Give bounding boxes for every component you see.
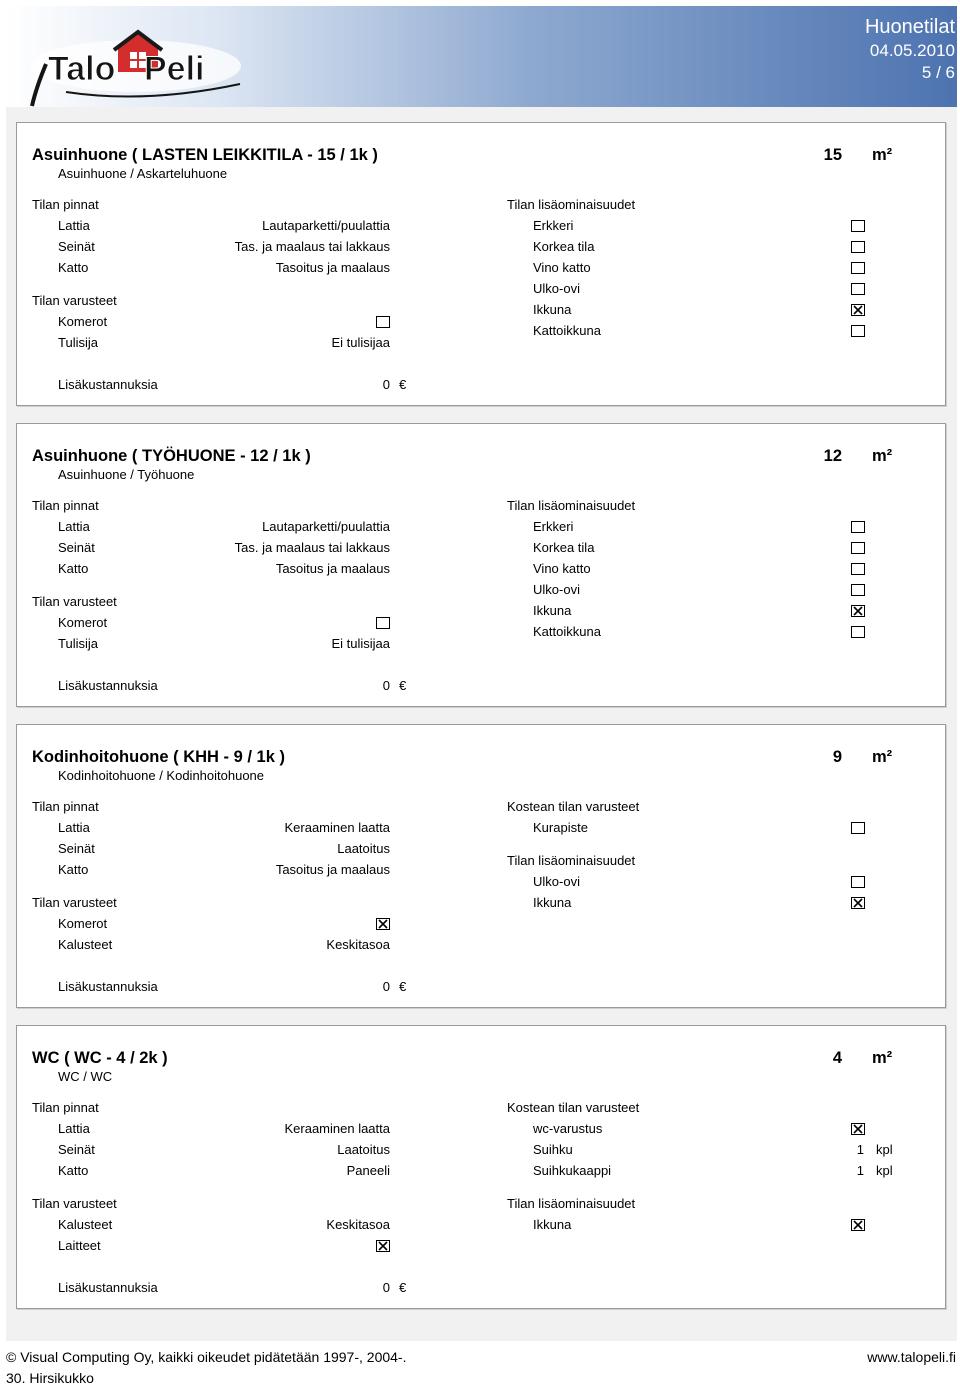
report-header — [6, 6, 957, 107]
surface-label: Lattia — [58, 820, 90, 835]
checked-box — [851, 304, 865, 316]
section-heading-fixtures: Tilan varusteet — [32, 594, 117, 609]
unchecked-box — [376, 316, 390, 328]
section-heading-fixtures: Tilan varusteet — [32, 1196, 117, 1211]
euro-symbol: € — [399, 979, 407, 994]
room-card — [16, 122, 946, 406]
room-area: 9 — [832, 748, 842, 766]
wet-fixture-label: Kurapiste — [533, 820, 588, 835]
unchecked-box — [851, 542, 865, 554]
feature-label: Ulko-ovi — [533, 874, 580, 889]
checked-box — [851, 1219, 865, 1231]
room-title: Asuinhuone ( TYÖHUONE - 12 / 1k ) — [32, 447, 311, 465]
surface-label: Seinät — [58, 540, 95, 555]
fixture-label: Komerot — [58, 916, 108, 931]
feature-label: Kattoikkuna — [533, 323, 601, 338]
section-heading-fixtures: Tilan varusteet — [32, 895, 117, 910]
fixture-label: Tulisija — [58, 335, 98, 350]
room-area: 15 — [823, 146, 842, 164]
extra-costs-value: 0 — [382, 678, 390, 693]
unchecked-box — [851, 220, 865, 232]
surface-label: Katto — [58, 862, 89, 877]
extra-costs-label: Lisäkustannuksia — [58, 979, 158, 994]
fixture-label: Komerot — [58, 615, 108, 630]
page-number: 5 / 6 — [921, 63, 955, 82]
room-subtitle: Kodinhoitohuone / Kodinhoitohuone — [58, 768, 265, 783]
fixture-label: Komerot — [58, 314, 108, 329]
fixture-label: Laitteet — [58, 1238, 101, 1253]
surface-value: Tasoitus ja maalaus — [275, 862, 390, 877]
unchecked-box — [851, 822, 865, 834]
document-title: Huonetilat — [864, 16, 955, 38]
fixture-label: Tulisija — [58, 636, 98, 651]
unchecked-box — [851, 584, 865, 596]
section-heading-surfaces: Tilan pinnat — [32, 498, 99, 513]
feature-label: Ikkuna — [533, 603, 572, 618]
surface-label: Katto — [58, 260, 89, 275]
surface-label: Lattia — [58, 218, 90, 233]
fixture-value: Ei tulisijaa — [331, 335, 390, 350]
wet-fixture-label: Suihku — [533, 1142, 573, 1157]
unchecked-box — [851, 241, 865, 253]
wet-fixture-count: 1 — [856, 1142, 864, 1157]
room-subtitle: Asuinhuone / Askarteluhuone — [58, 166, 228, 181]
area-unit: m² — [872, 447, 893, 465]
svg-text:Peli: Peli — [144, 50, 205, 88]
room-area: 12 — [823, 447, 842, 465]
count-unit: kpl — [876, 1163, 893, 1178]
room-card — [16, 724, 946, 1008]
area-unit: m² — [872, 1049, 893, 1067]
room-title: Kodinhoitohuone ( KHH - 9 / 1k ) — [32, 748, 285, 766]
feature-label: Ulko-ovi — [533, 582, 580, 597]
checked-box — [851, 605, 865, 617]
checked-box — [851, 897, 865, 909]
section-heading-features: Tilan lisäominaisuudet — [507, 498, 636, 513]
unchecked-box — [851, 283, 865, 295]
wet-fixture-label: Suihkukaappi — [533, 1163, 612, 1178]
feature-label: Ikkuna — [533, 895, 572, 910]
unchecked-box — [851, 521, 865, 533]
surface-value: Tas. ja maalaus tai lakkaus — [234, 239, 390, 254]
section-heading-fixtures: Tilan varusteet — [32, 293, 117, 308]
section-heading-wet-room: Kostean tilan varusteet — [507, 799, 640, 814]
copyright-text: © Visual Computing Oy, kaikki oikeudet pidätetään 1997-, 2004-. — [6, 1349, 407, 1365]
svg-text:Talo: Talo — [48, 50, 116, 88]
house-model-name: 30. Hirsikukko — [6, 1370, 94, 1386]
surface-value: Tas. ja maalaus tai lakkaus — [234, 540, 390, 555]
unchecked-box — [376, 617, 390, 629]
surface-value: Laatoitus — [337, 841, 390, 856]
surface-label: Katto — [58, 561, 89, 576]
wet-fixture-label: wc-varustus — [533, 1121, 603, 1136]
unchecked-box — [851, 876, 865, 888]
unchecked-box — [851, 325, 865, 337]
extra-costs-value: 0 — [382, 1280, 390, 1295]
room-area: 4 — [832, 1049, 842, 1067]
surface-value: Tasoitus ja maalaus — [275, 561, 390, 576]
surface-value: Keraaminen laatta — [284, 820, 390, 835]
euro-symbol: € — [399, 678, 407, 693]
fixture-value: Ei tulisijaa — [331, 636, 390, 651]
talopeli-logo — [26, 28, 256, 108]
room-card — [16, 423, 946, 707]
section-heading-features: Tilan lisäominaisuudet — [507, 197, 636, 212]
feature-label: Erkkeri — [533, 519, 574, 534]
fixture-label: Kalusteet — [58, 1217, 113, 1232]
section-heading-features: Tilan lisäominaisuudet — [507, 1196, 636, 1211]
room-title: WC ( WC - 4 / 2k ) — [32, 1049, 168, 1067]
surface-value: Lautaparketti/puulattia — [262, 218, 390, 233]
unchecked-box — [851, 262, 865, 274]
section-heading-features: Tilan lisäominaisuudet — [507, 853, 636, 868]
content-area — [6, 107, 957, 1341]
surface-value: Paneeli — [346, 1163, 390, 1178]
feature-label: Ikkuna — [533, 302, 572, 317]
checked-box — [376, 1240, 390, 1252]
surface-label: Seinät — [58, 239, 95, 254]
website-link[interactable]: www.talopeli.fi — [867, 1349, 956, 1365]
extra-costs-label: Lisäkustannuksia — [58, 377, 158, 392]
feature-label: Korkea tila — [533, 540, 595, 555]
room-subtitle: Asuinhuone / Työhuone — [58, 467, 195, 482]
wet-fixture-count: 1 — [856, 1163, 864, 1178]
fixture-label: Kalusteet — [58, 937, 113, 952]
section-heading-surfaces: Tilan pinnat — [32, 197, 99, 212]
fixture-value: Keskitasoa — [326, 937, 390, 952]
surface-value: Keraaminen laatta — [284, 1121, 390, 1136]
extra-costs-value: 0 — [382, 979, 390, 994]
surface-label: Katto — [58, 1163, 89, 1178]
extra-costs-label: Lisäkustannuksia — [58, 678, 158, 693]
feature-label: Ikkuna — [533, 1217, 572, 1232]
checked-box — [851, 1123, 865, 1135]
area-unit: m² — [872, 748, 893, 766]
surface-label: Seinät — [58, 841, 95, 856]
feature-label: Erkkeri — [533, 218, 574, 233]
checked-box — [376, 918, 390, 930]
extra-costs-value: 0 — [382, 377, 390, 392]
room-title: Asuinhuone ( LASTEN LEIKKITILA - 15 / 1k ) — [32, 146, 378, 164]
euro-symbol: € — [399, 377, 407, 392]
surface-value: Tasoitus ja maalaus — [275, 260, 390, 275]
room-card — [16, 1025, 946, 1309]
surface-label: Seinät — [58, 1142, 95, 1157]
feature-label: Vino katto — [533, 260, 591, 275]
surface-value: Laatoitus — [337, 1142, 390, 1157]
euro-symbol: € — [399, 1280, 407, 1295]
feature-label: Ulko-ovi — [533, 281, 580, 296]
section-heading-wet-room: Kostean tilan varusteet — [507, 1100, 640, 1115]
section-heading-surfaces: Tilan pinnat — [32, 799, 99, 814]
surface-label: Lattia — [58, 519, 90, 534]
room-subtitle: WC / WC — [58, 1069, 113, 1084]
feature-label: Vino katto — [533, 561, 591, 576]
unchecked-box — [851, 563, 865, 575]
unchecked-box — [851, 626, 865, 638]
count-unit: kpl — [876, 1142, 893, 1157]
fixture-value: Keskitasoa — [326, 1217, 390, 1232]
document-date: 04.05.2010 — [869, 41, 955, 60]
feature-label: Kattoikkuna — [533, 624, 601, 639]
section-heading-surfaces: Tilan pinnat — [32, 1100, 99, 1115]
surface-label: Lattia — [58, 1121, 90, 1136]
area-unit: m² — [872, 146, 893, 164]
extra-costs-label: Lisäkustannuksia — [58, 1280, 158, 1295]
feature-label: Korkea tila — [533, 239, 595, 254]
surface-value: Lautaparketti/puulattia — [262, 519, 390, 534]
